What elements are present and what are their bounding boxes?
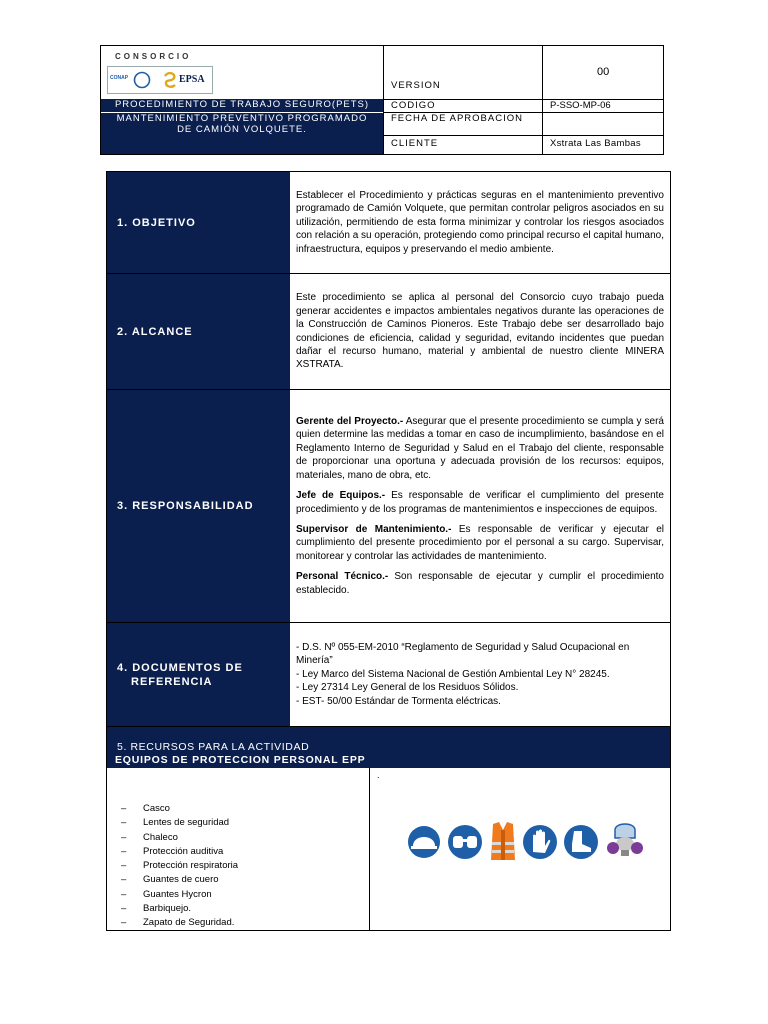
responsibility-role: Gerente del Proyecto.-: [296, 416, 404, 428]
logo-ring-icon: [132, 70, 152, 90]
epp-item: – Guantes Hycron: [121, 888, 238, 902]
boots-icon: [563, 824, 599, 860]
epp-item: – Zapato de Seguridad.: [121, 916, 238, 930]
header-divider: [542, 46, 543, 154]
logo-area: [101, 46, 383, 99]
epp-item: – Protección respiratoria: [121, 859, 238, 873]
epp-item: – Guantes de cuero: [121, 873, 238, 887]
epp-item: – Chaleco: [121, 831, 238, 845]
logo-swirl-icon: [162, 71, 178, 89]
recursos-title: 5. RECURSOS PARA LA ACTIVIDAD: [117, 741, 310, 753]
document-header: [100, 45, 664, 155]
helmet-icon: [407, 824, 441, 860]
vest-icon: [489, 820, 517, 864]
objetivo-text: Establecer el Procedimiento y prácticas seguras en el mantenimiento preventivo programado de Camión Volquete, que permitan controlar peligros asociados en su utilización, permitiendo de esta forma minimizar y controlar los riesgos asociados con relación a su operación, protegiendo como principal recurso el capital humano, infraestructura, equipos y preservando el medio ambiente.: [296, 189, 664, 255]
header-divider: [383, 46, 384, 154]
responsibility-item: [296, 415, 664, 482]
responsibility-item: [296, 570, 664, 597]
cliente-value: Xstrata Las Bambas: [550, 138, 641, 149]
goggles-icon: [447, 824, 483, 860]
section-responsabilidad-content: [290, 390, 670, 622]
responsibility-role: Personal Técnico.-: [296, 571, 389, 583]
epp-divider: [369, 768, 370, 930]
alcance-text: Este procedimiento se aplica al personal del Consorcio cuyo trabajo pueda generar accidentes e impactos ambientales negativos durante las operaciones de la Construcción de Caminos Pioneros. Este Trabajo debe ser desarrollado bajo condiciones de eficiencia, calidad y seguridad, evitando incidentes que puedan dañar el recurso humano, material y ambiental de nuestro cliente MINERA XSTRATA.: [296, 292, 664, 371]
logo-consorcio-text: CONSORCIO: [115, 52, 192, 61]
epp-item: – Protección auditiva: [121, 845, 238, 859]
epp-item: – Barbiquejo.: [121, 902, 238, 916]
responsibility-text: Asegurar que el presente procedimiento se cumpla y será quien determine las medidas a tomar en caso de incumplimiento, basándose en el Reglamento Interno de Seguridad y Salud en el Trabajo del cliente, responsable de proporcionar una oportuna y adecuada provisión de los recursos: equipos, materiales, mano de obra, etc.: [296, 416, 664, 481]
header-divider: [383, 112, 664, 113]
logo-epsa-text: EPSA: [179, 74, 205, 85]
documentos-title-line2: REFERENCIA: [131, 675, 213, 688]
responsibility-text: Son responsable de ejecutar y cumplir el procedimiento establecido.: [296, 571, 664, 596]
codigo-label: CODIGO: [391, 100, 436, 111]
documentos-title-line1: 4. DOCUMENTOS DE: [117, 661, 243, 674]
logo-conap-text: CONAP: [110, 75, 129, 81]
header-divider: [383, 99, 664, 100]
procedure-name: MANTENIMIENTO PREVENTIVO PROGRAMADO DE CAMIÓN VOLQUETE.: [101, 113, 383, 154]
epp-icons: [407, 820, 645, 864]
section-documentos-content: [290, 623, 670, 726]
fecha-label: FECHA DE APROBACION: [391, 113, 523, 124]
version-label: VERSION: [391, 80, 441, 91]
section-documentos-title: [107, 623, 290, 726]
section-alcance-title: 2. ALCANCE: [107, 274, 290, 389]
section-objetivo-content: [290, 172, 670, 273]
section-recursos-header: [107, 727, 670, 768]
company-logo: [107, 66, 213, 94]
responsibility-text: Es responsable de verificar y ejecutar el cumplimiento del presente procedimiento por el personal a su cargo. Supervisar, monitorear y controlar las actividades de mantenimiento.: [296, 523, 664, 562]
reference-item: - Ley Marco del Sistema Nacional de Gestión Ambiental Ley N° 28245.: [296, 668, 610, 680]
codigo-value: P-SSO-MP-06: [550, 100, 611, 111]
epp-item: – Casco: [121, 802, 238, 816]
procedure-body: [106, 171, 671, 931]
epp-list: [121, 802, 238, 931]
epp-item: – Lentes de seguridad: [121, 816, 238, 830]
reference-item: - EST- 50/00 Estándar de Tormenta eléctricas.: [296, 695, 501, 707]
respirator-icon: [605, 820, 645, 864]
responsibility-item: [296, 523, 664, 563]
section-alcance-content: [290, 274, 670, 389]
header-divider: [383, 135, 664, 136]
header-divider: [101, 154, 664, 155]
responsibility-text: Es responsable de verificar el cumplimiento del presente procedimiento y de los programas de mantenimientos e inspecciones de equipos.: [296, 490, 664, 515]
section-objetivo-title: 1. OBJETIVO: [107, 172, 290, 273]
procedure-title: PROCEDIMIENTO DE TRABAJO SEGURO(PETS): [101, 99, 383, 112]
responsibility-role: Supervisor de Mantenimiento.-: [296, 523, 452, 535]
responsibility-role: Jefe de Equipos.-: [296, 490, 386, 502]
reference-item: - Ley 27314 Ley General de los Residuos Sólidos.: [296, 682, 519, 694]
epp-area: [107, 768, 670, 930]
cliente-label: CLIENTE: [391, 138, 439, 149]
reference-item: - D.S. Nº 055-EM-2010 “Reglamento de Seguridad y Salud Ocupacional en Minería”: [296, 641, 630, 667]
section-responsabilidad-title: 3. RESPONSABILIDAD: [107, 390, 290, 622]
responsibility-item: [296, 489, 664, 516]
epp-subtitle: EQUIPOS DE PROTECCION PERSONAL EPP: [115, 754, 366, 766]
gloves-icon: [523, 822, 557, 862]
version-value: 00: [597, 66, 610, 78]
epp-dot: .: [377, 770, 380, 780]
